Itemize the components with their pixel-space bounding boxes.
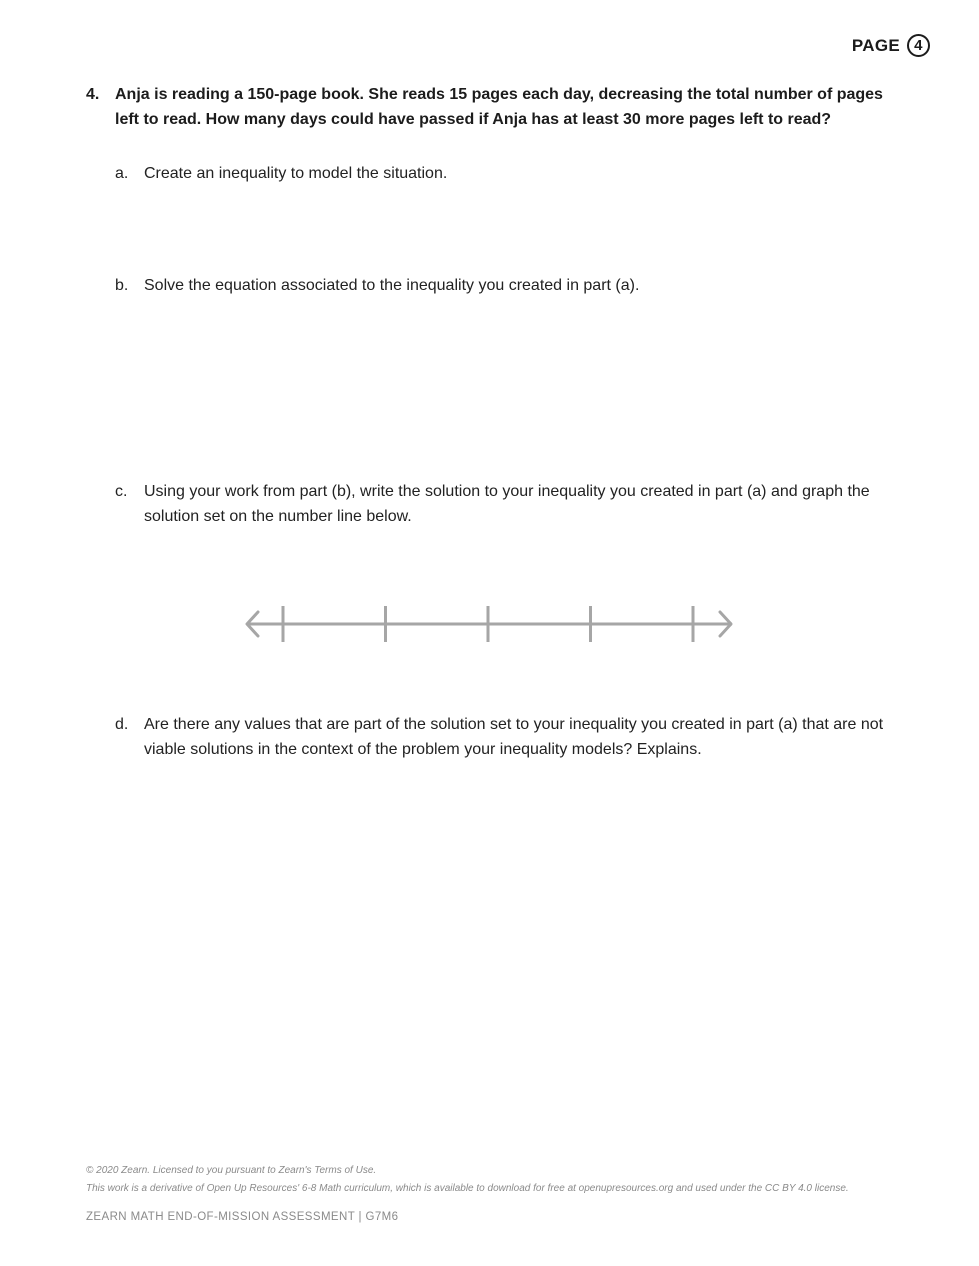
question-number: 4. xyxy=(86,86,100,103)
part-b-letter: b. xyxy=(115,277,129,294)
footer-derivative-notice: This work is a derivative of Open Up Resources' 6-8 Math curriculum, which is available to download for free at openupresources.org and used under the CC BY 4.0 license. xyxy=(86,1183,849,1194)
footer-assessment-title: ZEARN MATH END-OF-MISSION ASSESSMENT | G7M6 xyxy=(86,1211,399,1223)
part-d-letter: d. xyxy=(115,716,129,733)
footer-copyright: © 2020 Zearn. Licensed to you pursuant to Zearn's Terms of Use. xyxy=(86,1165,377,1176)
question-prompt: Anja is reading a 150-page book. She reads 15 pages each day, decreasing the total number of pages left to read. How many days could have passed if Anja has at least 30 more pages left to read? xyxy=(115,86,883,128)
page-indicator xyxy=(852,34,930,57)
question-4 xyxy=(86,82,901,132)
part-d xyxy=(115,712,885,762)
page-word: PAGE xyxy=(851,35,900,55)
part-c-letter: c. xyxy=(115,483,128,500)
part-c xyxy=(115,479,885,529)
page-number-badge: 4 xyxy=(907,34,930,57)
part-d-prompt: Are there any values that are part of the solution set to your inequality you created in part (a) that are not viable solutions in the context of the problem your inequality models? Explains. xyxy=(144,716,884,758)
part-b xyxy=(115,273,885,298)
part-a xyxy=(115,161,885,186)
part-a-letter: a. xyxy=(115,165,129,182)
part-b-prompt: Solve the equation associated to the inequality you created in part (a). xyxy=(144,277,640,294)
number-line xyxy=(240,600,740,648)
footer-legal xyxy=(86,1162,849,1198)
part-c-prompt: Using your work from part (b), write the solution to your inequality you created in part (a) and graph the solution set on the number line below. xyxy=(144,483,870,525)
part-a-prompt: Create an inequality to model the situation. xyxy=(144,165,448,182)
